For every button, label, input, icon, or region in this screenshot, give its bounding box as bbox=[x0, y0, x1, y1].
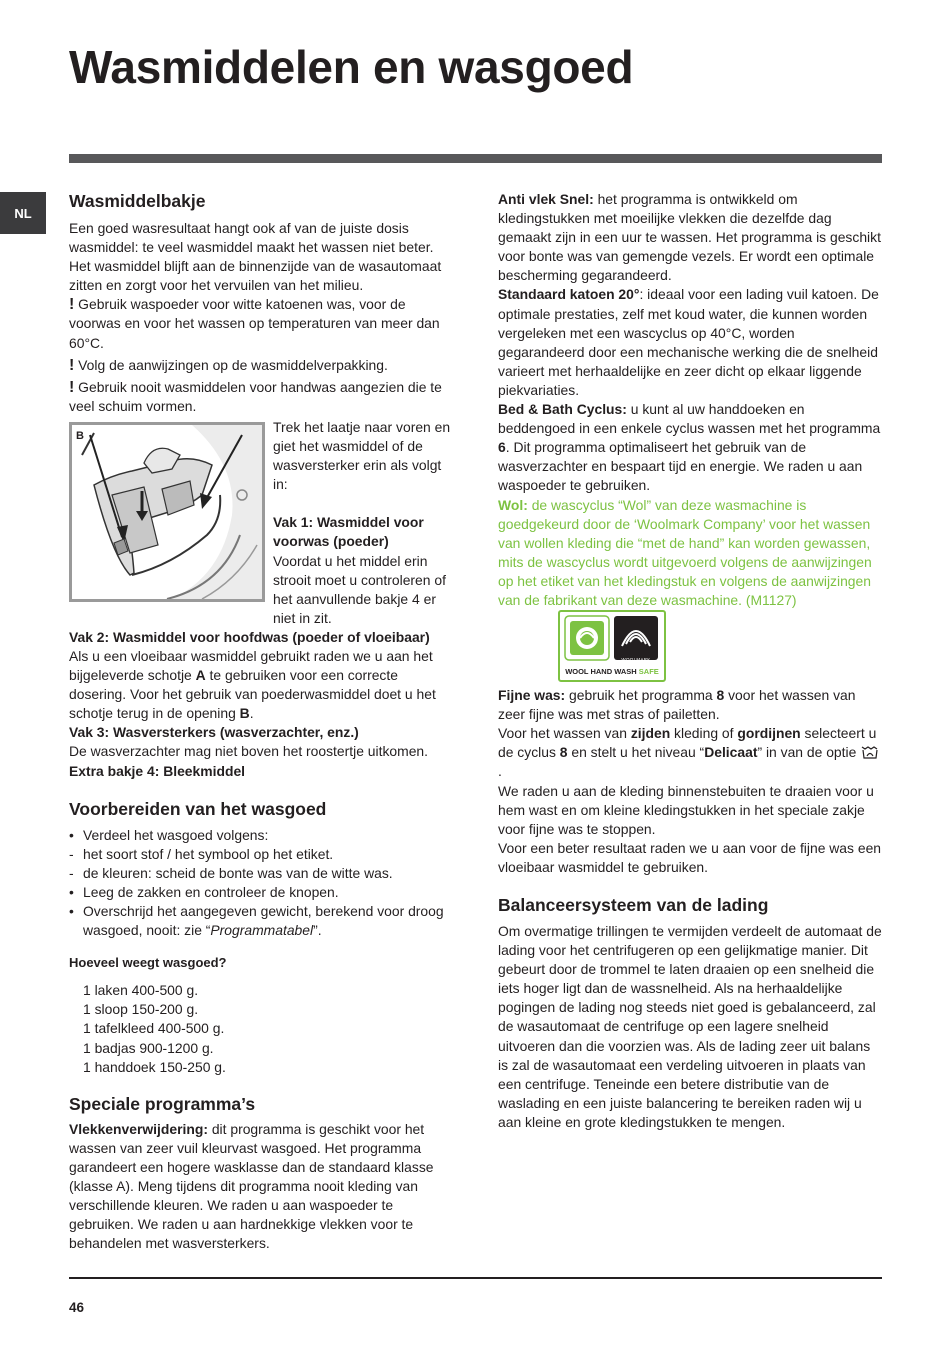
warning-icon: ! bbox=[69, 356, 75, 374]
heading-voorbereiden: Voorbereiden van het wasgoed bbox=[69, 798, 327, 819]
woolmark-brand: WOOLMARK bbox=[621, 657, 651, 663]
bottom-divider bbox=[69, 1277, 882, 1279]
vak2-text: Als u een vloeibaar wasmiddel gebruikt raden we u aan het bijgeleverde schotje A te gebruiken voor een correcte dosering. Voor het gebruik van poederwasmiddel doet u het schotje terug in de opening B. bbox=[69, 647, 436, 722]
right-column bbox=[498, 190, 884, 1132]
drawer-figure-row bbox=[69, 418, 454, 628]
anti-vlek-paragraph: Anti vlek Snel: het programma is ontwikkeld om kledingstukken met moeilijke vlekken die dezelfde dag gemaakt zijn in een uur te wassen. Het programma is geschikt voor bonte was van gemengde vezels. Er wordt een optimale bescherming gegarandeerd. bbox=[498, 191, 881, 284]
weight-heading: Hoeveel weegt wasgoed? bbox=[69, 955, 227, 971]
vak1-heading: Vak 1: Wasmiddel voor voorwas (poeder) bbox=[273, 514, 424, 550]
binnenstebuiten-paragraph: We raden u aan de kleding binnenstebuiten te draaien voor u hem wast en om kleine kledingstukken in het speciale zakje voor fijne was te stoppen. bbox=[498, 782, 874, 837]
vak3-heading: Vak 3: Wasversterkers (wasverzachter, enz.) bbox=[69, 724, 359, 741]
vak3-text: De wasverzachter mag niet boven het roostertje uitkomen. bbox=[69, 743, 429, 760]
bed-bath-paragraph: Bed & Bath Cyclus: u kunt al uw handdoeken en beddengoed in een enkele cyclus wassen met het programma 6. Dit programma optimaliseert het gebruik van de wasverzachter en bespaart tijd en energie. We raden u aan waspoeder te gebruiken. bbox=[498, 401, 881, 494]
wool-wash-option-icon bbox=[860, 744, 880, 760]
warning-1: ! Gebruik waspoeder voor witte katoenen was, voor de voorwas en voor het wassen op temperaturen van meer dan 60°C. bbox=[69, 296, 440, 351]
warning-icon: ! bbox=[69, 378, 75, 396]
drawer-instructions bbox=[273, 418, 454, 628]
heading-balanceersysteem: Balanceersysteem van de lading bbox=[498, 895, 769, 915]
woolmark-caption: WOOL HAND WASH SAFE bbox=[565, 667, 659, 677]
page-number: 46 bbox=[69, 1300, 85, 1315]
warning-icon: ! bbox=[69, 296, 75, 314]
page-title: Wasmiddelen en wasgoed bbox=[69, 41, 634, 93]
drawer-intro: Trek het laatje naar voren en giet het wasmiddel of de wasversterker erin als volgt in: bbox=[273, 418, 451, 493]
gordijnen-paragraph: Voor het wassen van zijden kleding of gordijnen selecteert u de cyclus 8 en stelt u het niveau “Delicaat” in van de optie . bbox=[498, 724, 884, 781]
list-item: 1 sloop 150-200 g. bbox=[83, 1001, 199, 1018]
warning-2: ! Volg de aanwijzingen op de wasmiddelverpakking. bbox=[69, 356, 388, 374]
list-item: - het soort stof / het symbool op het etiket. bbox=[69, 845, 334, 862]
list-item: • Verdeel het wasgoed volgens: bbox=[69, 826, 269, 843]
list-item: 1 handdoek 150-250 g. bbox=[83, 1058, 226, 1075]
list-item: • Overschrijd het aangegeven gewicht, berekend voor droog wasgoed, nooit: zie “Programmatabel”. bbox=[69, 903, 444, 939]
intro-paragraph: Een goed wasresultaat hangt ook af van de juiste dosis wasmiddel: te veel wasmiddel maakt het wassen niet beter. Het wasmiddel blijft aan de binnenzijde van de wasautomaat zitten en zorgt voor het vervuilen van het milieu. bbox=[69, 220, 442, 294]
fijne-was-paragraph: Fijne was: gebruik het programma 8 voor het wassen van zeer fijne was met stras of pailetten. bbox=[498, 687, 856, 723]
language-tab: NL bbox=[0, 192, 46, 234]
weight-list bbox=[69, 981, 454, 1076]
list-item: - de kleuren: scheid de bonte was van de witte was. bbox=[69, 864, 393, 881]
balans-paragraph: Om overmatige trillingen te vermijden verdeelt de automaat de lading voor het centrifugeren op een gelijkmatige manier. Dit gebeurt door de trommel te laten draaien op een snelheid die iets hoger ligt dan de wassnelheid. Als na herhaaldelijke pogingen de lading nog steeds niet goed is gebalanceerd, zal de wasautomaat de centrifuge op een lagere snelheid uitvoeren dan die voorzien was. Als de lading zeer uit balans is zal de wasautomaat een verdeling uitvoeren in plaats van een centrifuge. Teneinde een betere distributie van de waslading en een juiste balancering te bereiken raden wij u aan kleine en grote kledingstukken te mengen. bbox=[498, 923, 882, 1130]
figure-label-b: B bbox=[76, 429, 84, 442]
wol-paragraph: Wol: de wascyclus “Wol” van deze wasmachine is goedgekeurd door de ‘Woolmark Company’ voor het wassen van wollen kleding die “met de hand” kan worden gewassen, mits de wascyclus wordt uitgevoerd volgens de aanwijzingen op het etiket van het kledingstuk en volgens de aanwijzingen van de fabrikant van deze wasmachine. (M1127) bbox=[498, 496, 872, 608]
vak2-heading: Vak 2: Wasmiddel voor hoofdwas (poeder of vloeibaar) bbox=[69, 628, 430, 645]
detergent-drawer-illustration bbox=[69, 422, 265, 602]
list-item: • Leeg de zakken en controleer de knopen. bbox=[69, 883, 339, 900]
extra-bakje-heading: Extra bakje 4: Bleekmiddel bbox=[69, 762, 246, 779]
preparation-list bbox=[69, 826, 454, 941]
standaard-katoen-paragraph: Standaard katoen 20°: ideaal voor een lading vuil katoen. De optimale prestaties, zelf met koud water, die kunnen worden vergeleken met een wascyclus op 40°C, worden gegarandeerd door een mechanische werking die de snelheid varieert met herhaaldelijke en zeer dicht op elkaar liggende piekvariaties. bbox=[498, 286, 879, 398]
woolmark-logo bbox=[558, 610, 666, 682]
vak1-text: Voordat u het middel erin strooit moet u controleren of het aanvullende bakje 4 er niet in zit. bbox=[273, 552, 446, 626]
detergent-drawer-icon bbox=[72, 425, 262, 599]
vloeibaar-paragraph: Voor een beter resultaat raden we u aan voor de fijne was een vloeibaar wasmiddel te gebruiken. bbox=[498, 839, 882, 875]
heading-wasmiddelbakje: Wasmiddelbakje bbox=[69, 191, 206, 211]
list-item: 1 badjas 900-1200 g. bbox=[83, 1039, 214, 1056]
list-item: 1 laken 400-500 g. bbox=[83, 982, 199, 999]
heading-speciale: Speciale programma’s bbox=[69, 1093, 256, 1114]
title-divider-bar bbox=[69, 154, 882, 163]
warning-3: ! Gebruik nooit wasmiddelen voor handwas aangezien die te veel schuim vormen. bbox=[69, 378, 442, 414]
vlekken-paragraph: Vlekkenverwijdering: dit programma is geschikt voor het wassen van zeer vuil kleurvast wasgoed. Het programma garandeert een hogere wasklasse dan de standaard klasse (klasse A). Meng tijdens dit programma nooit kleding van verschillende kleuren. We raden u aan waspoeder te gebruiken. We raden u aan hardnekkige vlekken voor te behandelen met wasversterkers. bbox=[69, 1120, 434, 1252]
left-column bbox=[69, 190, 454, 1253]
list-item: 1 tafelkleed 400-500 g. bbox=[83, 1020, 225, 1037]
